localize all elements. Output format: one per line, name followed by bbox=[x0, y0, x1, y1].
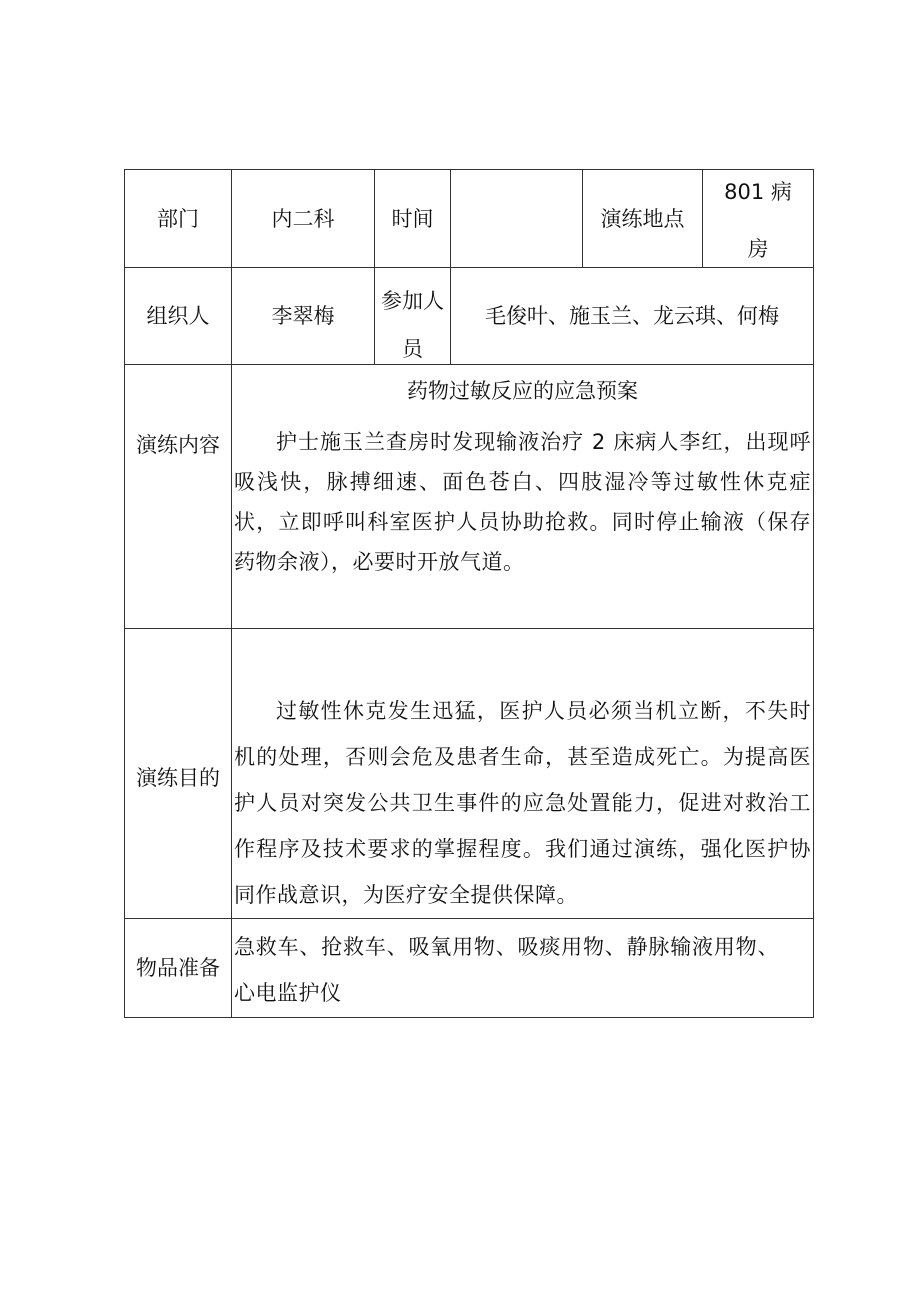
organizer-value: 李翠梅 bbox=[271, 304, 335, 328]
content-title: 药物过敏反应的应急预案 bbox=[407, 379, 638, 403]
participants-label-line1: 参加人 bbox=[381, 289, 444, 313]
participants-value: 毛俊叶、施玉兰、龙云琪、何梅 bbox=[485, 304, 779, 328]
purpose-label: 演练目的 bbox=[136, 766, 220, 790]
location-value-line2: 房 bbox=[747, 237, 769, 261]
time-label: 时间 bbox=[391, 206, 434, 231]
content-label: 演练内容 bbox=[136, 433, 220, 457]
time-value bbox=[451, 170, 582, 267]
table-border-row3 bbox=[124, 628, 814, 629]
table-border-bottom bbox=[124, 1017, 814, 1018]
organizer-label: 组织人 bbox=[146, 304, 210, 328]
location-value bbox=[703, 170, 813, 267]
content-text: 护士施玉兰查房时发现输液治疗 2 床病人李红，出现呼吸浅快，脉搏细速、面色苍白、四肢湿冷等过敏性休克症状，立即呼叫科室医护人员协助抢救。同时停止输液（保存药物余液），必要时开放气道。 bbox=[234, 430, 811, 574]
location-value-line1: 801 病 bbox=[724, 180, 792, 204]
table-border-right bbox=[813, 169, 814, 1018]
location-label: 演练地点 bbox=[600, 206, 685, 231]
dept-label: 部门 bbox=[157, 206, 199, 231]
participants-label-line2: 员 bbox=[402, 337, 423, 361]
participants-label bbox=[375, 268, 450, 364]
dept-value: 内二科 bbox=[271, 206, 335, 231]
supplies-text: 急救车、抢救车、吸氧用物、吸痰用物、静脉输液用物、心电监护仪 bbox=[234, 935, 779, 1005]
supplies-label: 物品准备 bbox=[136, 956, 220, 980]
purpose-text: 过敏性休克发生迅猛，医护人员必须当机立断，不失时机的处理，否则会危及患者生命，甚至造成死亡。为提高医护人员对突发公共卫生事件的应急处置能力，促进对救治工作程序及技术要求的掌握程度。我们通过演练，强化医护协同作战意识，为医疗安全提供保障。 bbox=[234, 699, 811, 907]
